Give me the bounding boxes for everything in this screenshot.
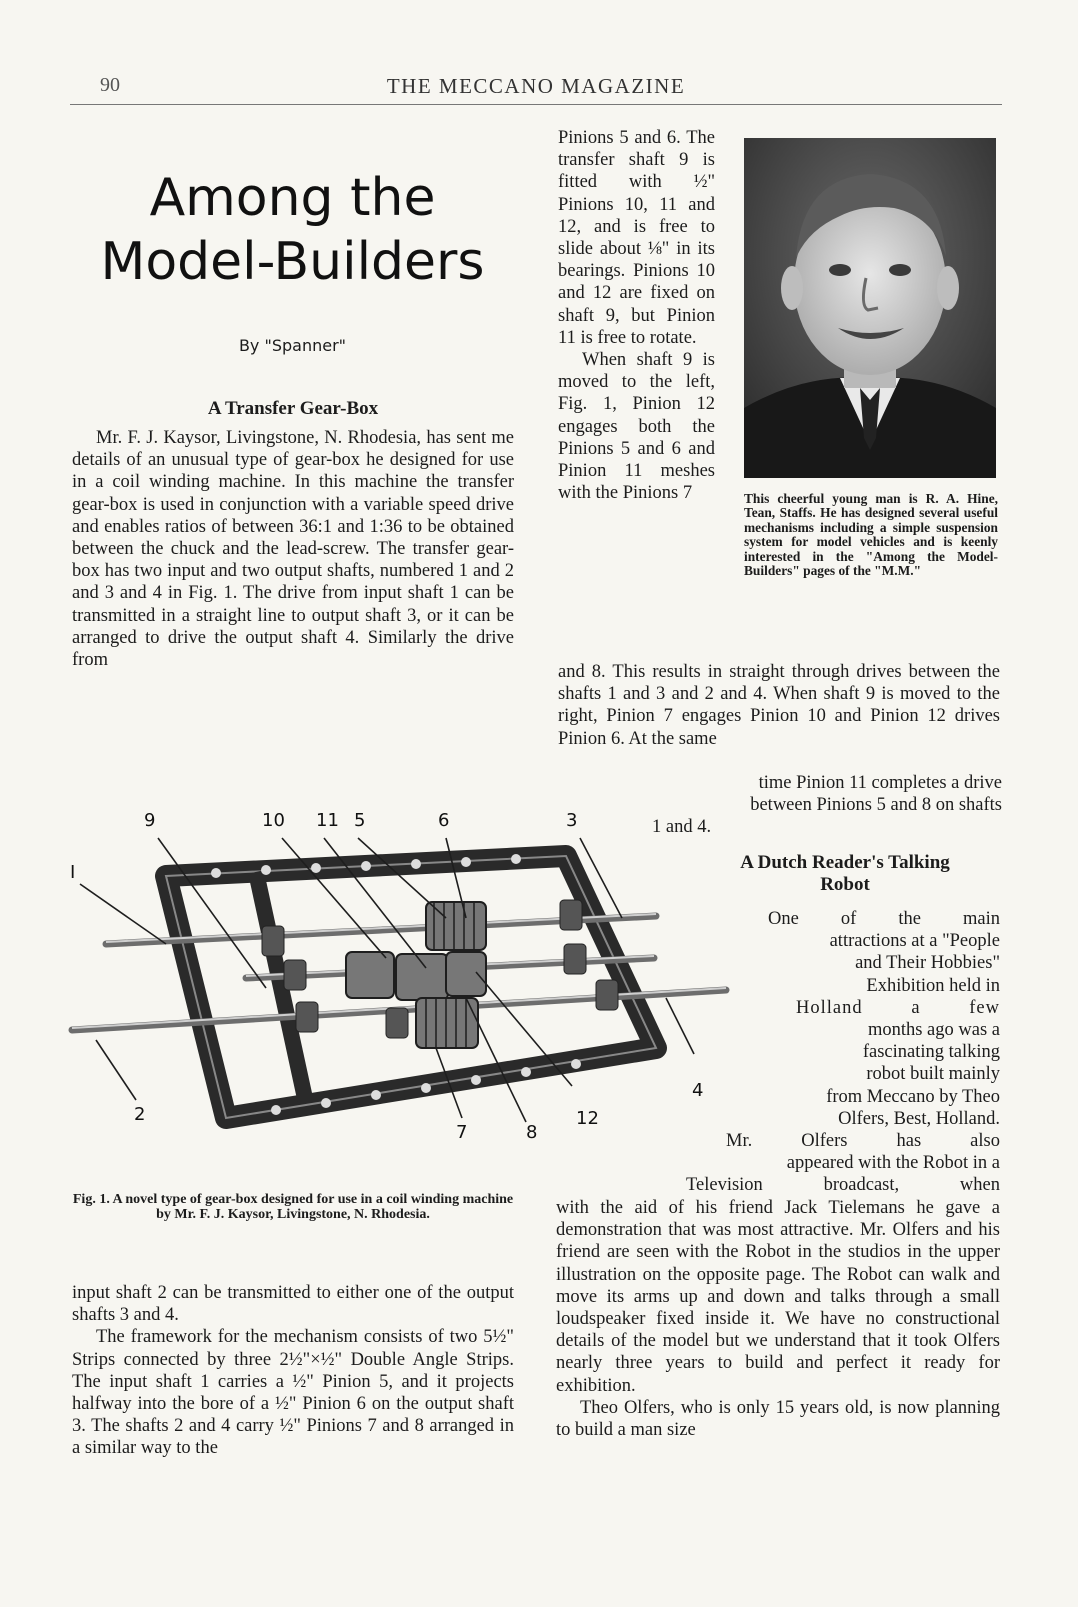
running-header xyxy=(70,74,1002,104)
text-line: One of the main xyxy=(768,909,1000,929)
fig-label-9: 9 xyxy=(144,810,156,831)
fig-label-11: 11 xyxy=(316,810,339,831)
column1-top-text xyxy=(72,427,514,671)
paragraph: Mr. F. J. Kaysor, Livingstone, N. Rhodesia, has sent me details of an unusual type of gear-box he designed for use in a coil winding machine. In this machine the transfer gear-box is used in conjunction with a variable speed drive and enables ratios of between 36:1 and 1:36 to be obtained between the chuck and the lead-screw. The transfer gear-box has two input and two output shafts, numbered 1 and 2 and 3 and 4 in Fig. 1. The drive from input shaft 1 can be transmitted in a straight line to output shaft 3, or it can be arranged to drive the output shaft 4. Similarly the drive from xyxy=(72,428,514,671)
section-heading-transfer-gearbox: A Transfer Gear-Box xyxy=(207,398,379,419)
robot-wrap-text xyxy=(560,908,1000,1197)
text-line: 1 and 4. xyxy=(652,817,712,838)
fig-label-6: 6 xyxy=(438,810,450,831)
narrow-column-text xyxy=(558,127,715,504)
fig-label-3: 3 xyxy=(566,810,578,831)
paragraph: Theo Olfers, who is only 15 years old, is now planning to build a man size xyxy=(556,1397,1000,1441)
magazine-title: THE MECCANO MAGAZINE xyxy=(386,74,686,98)
column1-bottom-text xyxy=(72,1282,514,1460)
fig-label-5: 5 xyxy=(354,810,366,831)
fig-label-7: 7 xyxy=(456,1122,468,1143)
text-line: Television broadcast, when xyxy=(686,1175,1000,1196)
text-line: Olfers, Best, Holland. xyxy=(838,1108,1000,1129)
photo-caption: This cheerful young man is R. A. Hine, Tean, Staffs. He has designed several useful mechanisms including a simple suspension system for model vehicles and is keenly interested in the "Among the Model-Builders" pages of the "M.M." xyxy=(744,491,998,579)
text-line: Exhibition held in xyxy=(866,975,1000,996)
text-line: months ago was a xyxy=(867,1020,1000,1041)
fig-label-2: 2 xyxy=(134,1104,146,1125)
fig-label-1: I xyxy=(70,862,76,883)
section-heading-talking-robot xyxy=(690,852,1000,896)
paragraph: The framework for the mechanism consists of two 5½" Strips connected by three 2½"×½" Double Angle Strips. The input shaft 1 carries a ½" Pinion 5, and it projects halfway into the bore of a ½" Pinion 6 on the output shaft 3. The shafts 2 and 4 carry ½" Pinions 7 and 8 arranged in a similar way to the xyxy=(72,1327,514,1459)
robot-body-text xyxy=(556,1197,1000,1441)
text-line: Mr. Olfers has also xyxy=(726,1131,1000,1152)
text-line: from Meccano by Theo xyxy=(826,1086,1000,1107)
byline: By "Spanner" xyxy=(238,336,347,355)
page-number: 90 xyxy=(100,74,120,96)
text-line: time Pinion 11 completes a drive xyxy=(758,773,1002,793)
fig-label-4: 4 xyxy=(692,1080,704,1101)
paragraph: input shaft 2 can be transmitted to either one of the output shafts 3 and 4. xyxy=(72,1283,514,1326)
heading-line: Robot xyxy=(820,874,870,895)
text-line: Holland a few xyxy=(796,997,1000,1018)
text-line: between Pinions 5 and 8 on shafts xyxy=(750,795,1002,816)
fig-label-12: 12 xyxy=(576,1108,599,1129)
paragraph: When shaft 9 is moved to the left, Fig. 1, Pinion 12 engages both the Pinions 5 and 6 and Pinion 11 meshes with the Pinions 7 xyxy=(558,350,715,504)
text-line: attractions at a "People xyxy=(829,931,1000,952)
portrait-photo xyxy=(744,138,996,478)
paragraph: with the aid of his friend Jack Tielemans he gave a demonstration that was most attractive. Mr. Olfers and his friend are seen with the Robot in the studios in the upper illustration on the opposite page. The Robot can walk and move its arms up and down and talks through a small loudspeaker fixed inside it. We have no constructional details of the model but we understand that it took Olfers nearly three years to build and perfect it ready for exhibition. xyxy=(556,1198,1000,1396)
figure-caption: Fig. 1. A novel type of gear-box designed for use in a coil winding machine by Mr. F. J. Kaysor, Livingstone, N. Rhodesia. xyxy=(72,1192,514,1222)
text-line: fascinating talking xyxy=(862,1042,1000,1063)
text-line: and Their Hobbies" xyxy=(855,953,1000,974)
column2-continuation xyxy=(558,661,1000,750)
fig-label-8: 8 xyxy=(526,1122,538,1143)
header-rule xyxy=(70,104,1002,105)
article-title-line1: Among the xyxy=(149,168,436,228)
heading-line: A Dutch Reader's Talking xyxy=(740,852,950,873)
paragraph: and 8. This results in straight through drives between the shafts 1 and 3 and 2 and 4. When shaft 9 is moved to the right, Pinion 7 engages Pinion 10 and Pinion 12 drives Pinion 6. At the same xyxy=(558,662,1000,749)
text-line: appeared with the Robot in a xyxy=(786,1153,1000,1174)
article-title-line2: Model-Builders xyxy=(100,232,485,292)
paragraph: Pinions 5 and 6. The transfer shaft 9 is fitted with ½" Pinions 10, 11 and 12, and is free to slide about ⅛" in its bearings. Pinions 10 and 12 are fixed on shaft 9, but Pinion 11 is free to rotate. xyxy=(558,128,715,348)
fig-label-10: 10 xyxy=(262,810,285,831)
text-line: robot built mainly xyxy=(866,1064,1000,1085)
article-title xyxy=(70,166,515,294)
